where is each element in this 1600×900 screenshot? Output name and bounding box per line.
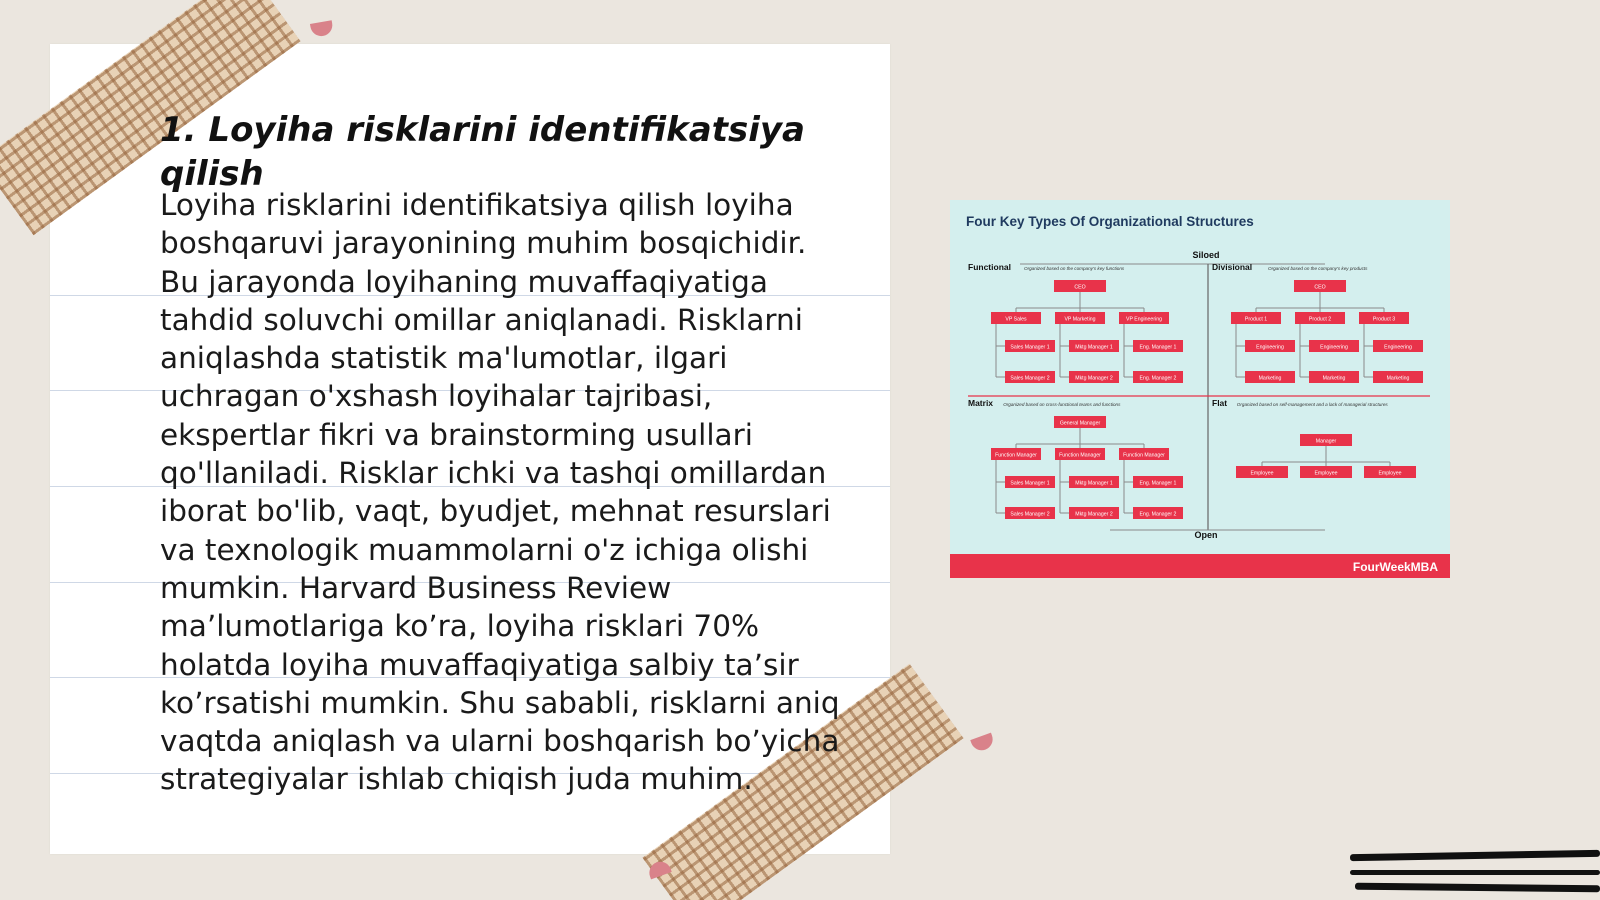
org-box-label: Sales Manager 1 bbox=[1010, 480, 1050, 487]
org-box-label: Product 2 bbox=[1308, 316, 1332, 323]
org-box-label: Eng. Manager 2 bbox=[1139, 511, 1177, 518]
org-box-label: Marketing bbox=[1322, 375, 1346, 382]
slide-heading: 1. Loyiha risklarini identifikatsiya qilish bbox=[160, 110, 805, 194]
quadrant-subtitle: Organized based on the company's key functions bbox=[1024, 266, 1125, 271]
org-box-label: Eng. Manager 2 bbox=[1139, 375, 1177, 382]
brush-stroke bbox=[1350, 870, 1600, 875]
brand-label: FourWeekMBA bbox=[1352, 560, 1438, 574]
quadrant-name: Flat bbox=[1212, 398, 1228, 408]
org-box-label: VP Engineering bbox=[1126, 316, 1162, 323]
org-box-label: Marketing bbox=[1258, 375, 1282, 382]
org-box-label: Employee bbox=[1378, 470, 1402, 477]
quadrant-subtitle: Organized based on self-management and a lack of managerial structures bbox=[1236, 402, 1388, 407]
org-box-label: Engineering bbox=[1320, 344, 1348, 351]
axis-label-siloed: Siloed bbox=[1192, 250, 1220, 260]
org-box-label: Eng. Manager 1 bbox=[1139, 480, 1177, 487]
org-box-label: Function Manager bbox=[1123, 452, 1165, 459]
org-box-label: Employee bbox=[1250, 470, 1274, 477]
figure-title: Four Key Types Of Organizational Structures bbox=[966, 214, 1254, 229]
org-box-label: General Manager bbox=[1059, 420, 1101, 427]
org-box-label: VP Sales bbox=[1005, 316, 1027, 323]
org-box-label: Engineering bbox=[1384, 344, 1412, 351]
org-box-label: Mktg Manager 1 bbox=[1075, 480, 1113, 487]
org-box-label: Sales Manager 2 bbox=[1010, 511, 1050, 518]
axis-label-open: Open bbox=[1194, 530, 1218, 540]
quadrant-name: Functional bbox=[968, 262, 1011, 272]
org-box-label: CEO bbox=[1074, 284, 1086, 291]
tape-tip bbox=[970, 733, 995, 754]
org-box-label: Function Manager bbox=[995, 452, 1037, 459]
quadrant-name: Matrix bbox=[968, 398, 994, 408]
org-box-label: Product 1 bbox=[1244, 316, 1268, 323]
org-box-label: Engineering bbox=[1256, 344, 1284, 351]
org-box-label: Eng. Manager 1 bbox=[1139, 344, 1177, 351]
org-box-label: CEO bbox=[1314, 284, 1326, 291]
org-box-label: Employee bbox=[1314, 470, 1338, 477]
tape-tip bbox=[310, 20, 334, 38]
slide-body-text: Loyiha risklarini identifikatsiya qilish loyiha boshqaruvi jarayonining muhim bosqichidir. Bu jarayonda loyihaning muvaffaqiyatiga tahdid soluvchi omillar aniqlanadi. Risklarni aniqlashda statistik ma'lumotlar, ilgari uchragan o'xshash loyihalar tajribasi, ekspertlar fikri va brainstorming usullari qo'llaniladi. Risklar ichki va tashqi omillardan iborat bo'lib, vaqt, byudjet, mehnat resurslari va texnologik muammolarni o'z ichiga olishi mumkin. Harvard Business Review ma’lumotlariga ko’ra, loyiha risklari 70% holatda loyiha muvaffaqiyatiga salbiy ta’sir ko’rsatishi mumkin. Shu sababli, risklarni aniq vaqtda aniqlash va ularni boshqarish bo’yicha strategiyalar ishlab chiqish juda muhim. bbox=[160, 188, 840, 797]
brush-stroke bbox=[1350, 850, 1600, 861]
org-structures-figure bbox=[950, 200, 1450, 578]
quadrant-name: Divisional bbox=[1212, 262, 1253, 272]
org-box-label: Marketing bbox=[1386, 375, 1410, 382]
org-box-label: Product 3 bbox=[1372, 316, 1396, 323]
org-box-label: Mktg Manager 1 bbox=[1075, 344, 1113, 351]
org-box-label: Mktg Manager 2 bbox=[1075, 511, 1113, 518]
org-box-label: Function Manager bbox=[1059, 452, 1101, 459]
org-structures-diagram bbox=[950, 200, 1450, 578]
org-box-label: Sales Manager 2 bbox=[1010, 375, 1050, 382]
org-box-label: VP Marketing bbox=[1064, 316, 1096, 323]
org-box-label: Mktg Manager 2 bbox=[1075, 375, 1113, 382]
org-box-label: Sales Manager 1 bbox=[1010, 344, 1050, 351]
quadrant-subtitle: Organized based on the company's key products bbox=[1268, 266, 1368, 271]
org-box-label: Manager bbox=[1315, 438, 1337, 445]
quadrant-subtitle: Organized based on cross-functional teams and functions bbox=[1003, 402, 1121, 407]
brush-stroke bbox=[1355, 883, 1600, 893]
